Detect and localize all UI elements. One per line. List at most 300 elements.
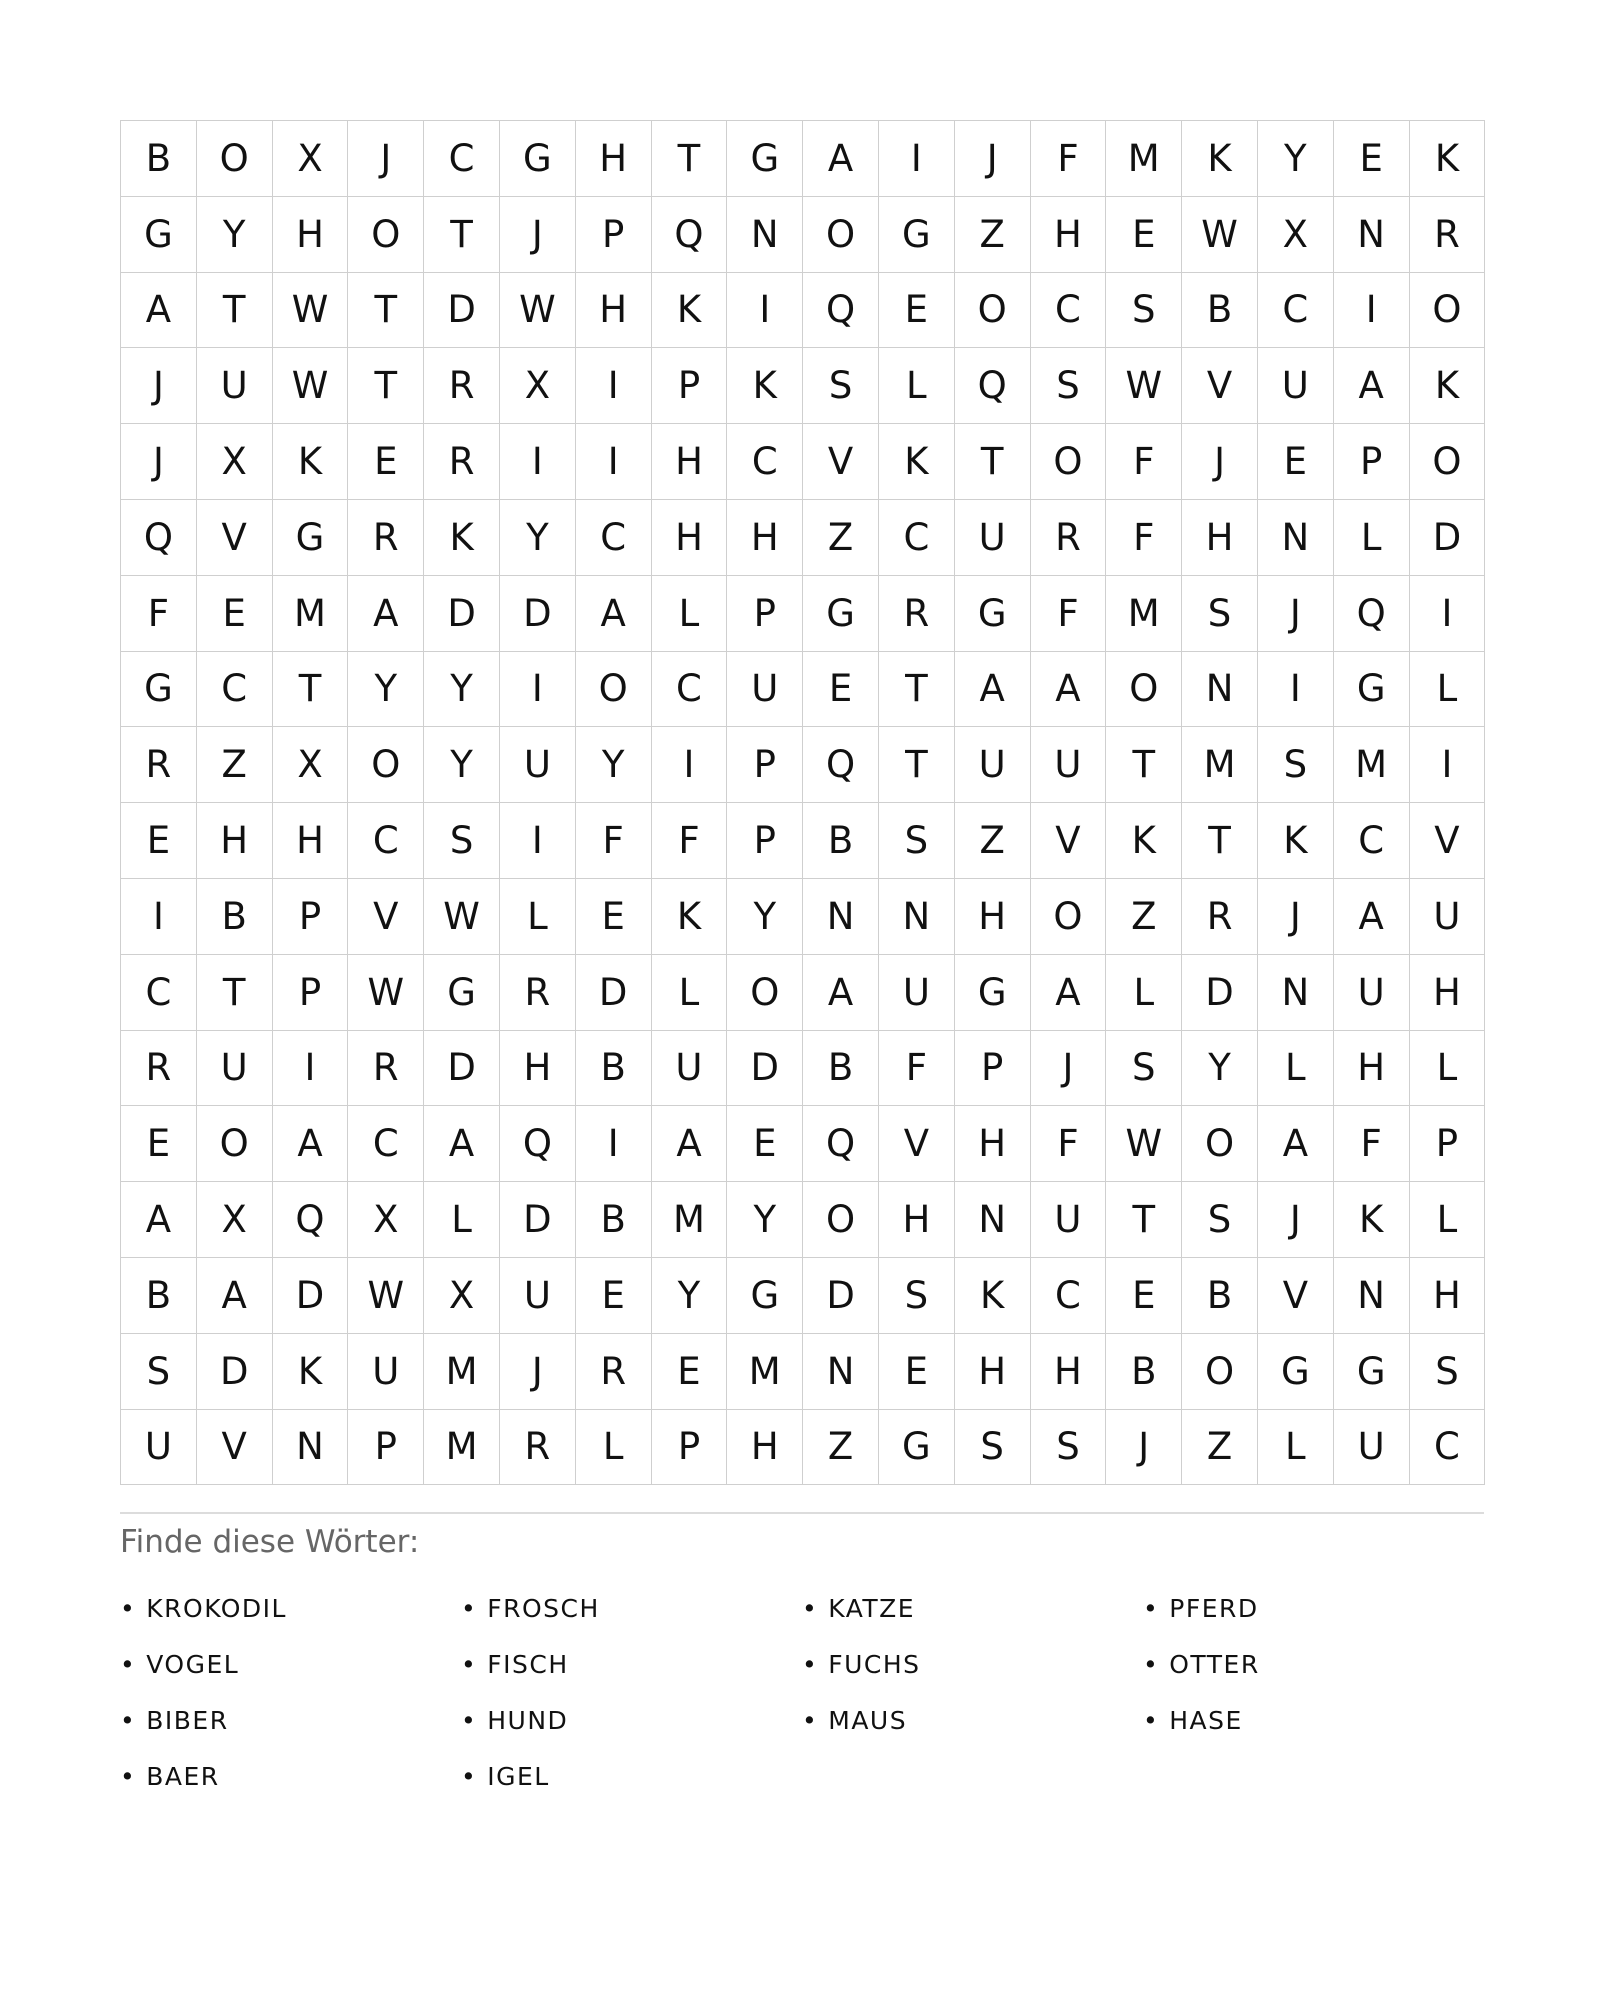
- grid-cell[interactable]: V: [1182, 348, 1258, 424]
- grid-cell[interactable]: I: [576, 1106, 652, 1182]
- grid-cell[interactable]: F: [879, 1031, 955, 1107]
- grid-cell[interactable]: R: [500, 955, 576, 1031]
- grid-cell[interactable]: Q: [273, 1182, 349, 1258]
- grid-cell[interactable]: R: [500, 1410, 576, 1486]
- grid-cell[interactable]: T: [955, 424, 1031, 500]
- grid-cell[interactable]: K: [1258, 803, 1334, 879]
- grid-cell[interactable]: S: [424, 803, 500, 879]
- grid-cell[interactable]: C: [1258, 273, 1334, 349]
- grid-cell[interactable]: K: [273, 1334, 349, 1410]
- grid-cell[interactable]: T: [1182, 803, 1258, 879]
- grid-cell[interactable]: S: [1031, 1410, 1107, 1486]
- grid-cell[interactable]: J: [348, 121, 424, 197]
- grid-cell[interactable]: P: [652, 1410, 728, 1486]
- grid-cell[interactable]: N: [1334, 1258, 1410, 1334]
- grid-cell[interactable]: A: [424, 1106, 500, 1182]
- grid-cell[interactable]: P: [576, 197, 652, 273]
- grid-cell[interactable]: F: [1031, 1106, 1107, 1182]
- grid-cell[interactable]: I: [576, 424, 652, 500]
- grid-cell[interactable]: F: [1106, 424, 1182, 500]
- grid-cell[interactable]: O: [1106, 652, 1182, 728]
- grid-cell[interactable]: H: [273, 803, 349, 879]
- grid-cell[interactable]: A: [576, 576, 652, 652]
- grid-cell[interactable]: R: [424, 348, 500, 424]
- grid-cell[interactable]: J: [955, 121, 1031, 197]
- grid-cell[interactable]: O: [1410, 273, 1486, 349]
- grid-cell[interactable]: K: [424, 500, 500, 576]
- grid-cell[interactable]: C: [197, 652, 273, 728]
- grid-cell[interactable]: K: [652, 273, 728, 349]
- grid-cell[interactable]: A: [1031, 652, 1107, 728]
- grid-cell[interactable]: O: [576, 652, 652, 728]
- grid-cell[interactable]: N: [727, 197, 803, 273]
- grid-cell[interactable]: L: [1410, 1182, 1486, 1258]
- grid-cell[interactable]: M: [424, 1410, 500, 1486]
- grid-cell[interactable]: J: [1182, 424, 1258, 500]
- grid-cell[interactable]: N: [1258, 955, 1334, 1031]
- grid-cell[interactable]: O: [803, 1182, 879, 1258]
- grid-cell[interactable]: D: [424, 273, 500, 349]
- grid-cell[interactable]: V: [1410, 803, 1486, 879]
- grid-cell[interactable]: O: [1182, 1334, 1258, 1410]
- grid-cell[interactable]: F: [1031, 576, 1107, 652]
- grid-cell[interactable]: T: [1106, 1182, 1182, 1258]
- grid-cell[interactable]: E: [1334, 121, 1410, 197]
- grid-cell[interactable]: O: [348, 197, 424, 273]
- grid-cell[interactable]: S: [879, 1258, 955, 1334]
- grid-cell[interactable]: G: [955, 955, 1031, 1031]
- grid-cell[interactable]: S: [1182, 1182, 1258, 1258]
- grid-cell[interactable]: O: [1182, 1106, 1258, 1182]
- grid-cell[interactable]: P: [727, 727, 803, 803]
- grid-cell[interactable]: P: [273, 879, 349, 955]
- grid-cell[interactable]: Q: [803, 1106, 879, 1182]
- grid-cell[interactable]: X: [273, 121, 349, 197]
- grid-cell[interactable]: O: [955, 273, 1031, 349]
- grid-cell[interactable]: B: [1182, 273, 1258, 349]
- grid-cell[interactable]: U: [1258, 348, 1334, 424]
- grid-cell[interactable]: K: [879, 424, 955, 500]
- grid-cell[interactable]: Y: [197, 197, 273, 273]
- grid-cell[interactable]: W: [1106, 1106, 1182, 1182]
- grid-cell[interactable]: O: [1410, 424, 1486, 500]
- grid-cell[interactable]: N: [955, 1182, 1031, 1258]
- grid-cell[interactable]: Z: [803, 500, 879, 576]
- grid-cell[interactable]: Y: [652, 1258, 728, 1334]
- grid-cell[interactable]: W: [1106, 348, 1182, 424]
- grid-cell[interactable]: E: [652, 1334, 728, 1410]
- grid-cell[interactable]: U: [348, 1334, 424, 1410]
- grid-cell[interactable]: G: [1334, 652, 1410, 728]
- grid-cell[interactable]: G: [1334, 1334, 1410, 1410]
- grid-cell[interactable]: M: [1334, 727, 1410, 803]
- grid-cell[interactable]: L: [424, 1182, 500, 1258]
- grid-cell[interactable]: B: [803, 803, 879, 879]
- grid-cell[interactable]: I: [121, 879, 197, 955]
- grid-cell[interactable]: H: [273, 197, 349, 273]
- grid-cell[interactable]: K: [1410, 348, 1486, 424]
- grid-cell[interactable]: U: [197, 348, 273, 424]
- grid-cell[interactable]: D: [500, 1182, 576, 1258]
- grid-cell[interactable]: H: [727, 500, 803, 576]
- grid-cell[interactable]: I: [500, 652, 576, 728]
- grid-cell[interactable]: D: [197, 1334, 273, 1410]
- grid-cell[interactable]: N: [273, 1410, 349, 1486]
- grid-cell[interactable]: R: [121, 727, 197, 803]
- grid-cell[interactable]: V: [1258, 1258, 1334, 1334]
- grid-cell[interactable]: M: [273, 576, 349, 652]
- grid-cell[interactable]: E: [576, 1258, 652, 1334]
- grid-cell[interactable]: K: [955, 1258, 1031, 1334]
- grid-cell[interactable]: U: [1031, 1182, 1107, 1258]
- grid-cell[interactable]: E: [879, 273, 955, 349]
- grid-cell[interactable]: I: [500, 424, 576, 500]
- grid-cell[interactable]: F: [1334, 1106, 1410, 1182]
- grid-cell[interactable]: H: [576, 273, 652, 349]
- grid-cell[interactable]: C: [1334, 803, 1410, 879]
- grid-cell[interactable]: C: [1410, 1410, 1486, 1486]
- grid-cell[interactable]: H: [576, 121, 652, 197]
- grid-cell[interactable]: B: [1106, 1334, 1182, 1410]
- grid-cell[interactable]: X: [1258, 197, 1334, 273]
- grid-cell[interactable]: V: [348, 879, 424, 955]
- grid-cell[interactable]: K: [727, 348, 803, 424]
- grid-cell[interactable]: Q: [955, 348, 1031, 424]
- grid-cell[interactable]: T: [879, 727, 955, 803]
- grid-cell[interactable]: R: [1182, 879, 1258, 955]
- grid-cell[interactable]: M: [1106, 121, 1182, 197]
- grid-cell[interactable]: S: [955, 1410, 1031, 1486]
- grid-cell[interactable]: D: [727, 1031, 803, 1107]
- grid-cell[interactable]: J: [1258, 879, 1334, 955]
- grid-cell[interactable]: H: [652, 424, 728, 500]
- grid-cell[interactable]: S: [879, 803, 955, 879]
- grid-cell[interactable]: I: [500, 803, 576, 879]
- grid-cell[interactable]: D: [500, 576, 576, 652]
- grid-cell[interactable]: H: [1031, 197, 1107, 273]
- grid-cell[interactable]: P: [727, 803, 803, 879]
- grid-cell[interactable]: G: [424, 955, 500, 1031]
- grid-cell[interactable]: J: [500, 1334, 576, 1410]
- grid-cell[interactable]: I: [273, 1031, 349, 1107]
- grid-cell[interactable]: C: [727, 424, 803, 500]
- grid-cell[interactable]: I: [652, 727, 728, 803]
- grid-cell[interactable]: R: [879, 576, 955, 652]
- grid-cell[interactable]: Y: [1182, 1031, 1258, 1107]
- grid-cell[interactable]: E: [1106, 1258, 1182, 1334]
- grid-cell[interactable]: T: [197, 955, 273, 1031]
- grid-cell[interactable]: F: [652, 803, 728, 879]
- grid-cell[interactable]: A: [121, 1182, 197, 1258]
- grid-cell[interactable]: S: [1182, 576, 1258, 652]
- grid-cell[interactable]: L: [652, 955, 728, 1031]
- grid-cell[interactable]: E: [121, 1106, 197, 1182]
- grid-cell[interactable]: X: [197, 1182, 273, 1258]
- grid-cell[interactable]: G: [1258, 1334, 1334, 1410]
- grid-cell[interactable]: Y: [424, 652, 500, 728]
- grid-cell[interactable]: X: [348, 1182, 424, 1258]
- grid-cell[interactable]: Y: [576, 727, 652, 803]
- grid-cell[interactable]: N: [803, 879, 879, 955]
- grid-cell[interactable]: D: [576, 955, 652, 1031]
- grid-cell[interactable]: P: [1410, 1106, 1486, 1182]
- grid-cell[interactable]: Z: [955, 197, 1031, 273]
- grid-cell[interactable]: P: [652, 348, 728, 424]
- grid-cell[interactable]: A: [1334, 348, 1410, 424]
- grid-cell[interactable]: V: [197, 1410, 273, 1486]
- grid-cell[interactable]: Q: [652, 197, 728, 273]
- grid-cell[interactable]: C: [879, 500, 955, 576]
- grid-cell[interactable]: U: [500, 1258, 576, 1334]
- grid-cell[interactable]: L: [1410, 1031, 1486, 1107]
- grid-cell[interactable]: D: [1182, 955, 1258, 1031]
- grid-cell[interactable]: S: [1031, 348, 1107, 424]
- grid-cell[interactable]: X: [273, 727, 349, 803]
- grid-cell[interactable]: V: [803, 424, 879, 500]
- grid-cell[interactable]: U: [727, 652, 803, 728]
- grid-cell[interactable]: M: [652, 1182, 728, 1258]
- grid-cell[interactable]: A: [955, 652, 1031, 728]
- grid-cell[interactable]: D: [424, 1031, 500, 1107]
- grid-cell[interactable]: H: [1410, 955, 1486, 1031]
- grid-cell[interactable]: B: [1182, 1258, 1258, 1334]
- grid-cell[interactable]: O: [1031, 879, 1107, 955]
- grid-cell[interactable]: T: [197, 273, 273, 349]
- grid-cell[interactable]: V: [197, 500, 273, 576]
- grid-cell[interactable]: L: [1334, 500, 1410, 576]
- grid-cell[interactable]: T: [424, 197, 500, 273]
- grid-cell[interactable]: Z: [803, 1410, 879, 1486]
- grid-cell[interactable]: Y: [424, 727, 500, 803]
- grid-cell[interactable]: H: [727, 1410, 803, 1486]
- grid-cell[interactable]: N: [879, 879, 955, 955]
- grid-cell[interactable]: U: [879, 955, 955, 1031]
- grid-cell[interactable]: G: [273, 500, 349, 576]
- grid-cell[interactable]: W: [348, 955, 424, 1031]
- grid-cell[interactable]: U: [652, 1031, 728, 1107]
- grid-cell[interactable]: U: [197, 1031, 273, 1107]
- grid-cell[interactable]: R: [121, 1031, 197, 1107]
- grid-cell[interactable]: L: [1106, 955, 1182, 1031]
- grid-cell[interactable]: G: [727, 1258, 803, 1334]
- grid-cell[interactable]: Z: [1182, 1410, 1258, 1486]
- grid-cell[interactable]: A: [348, 576, 424, 652]
- grid-cell[interactable]: S: [1410, 1334, 1486, 1410]
- grid-cell[interactable]: H: [1334, 1031, 1410, 1107]
- grid-cell[interactable]: O: [197, 1106, 273, 1182]
- grid-cell[interactable]: P: [955, 1031, 1031, 1107]
- grid-cell[interactable]: R: [1031, 500, 1107, 576]
- grid-cell[interactable]: A: [121, 273, 197, 349]
- grid-cell[interactable]: S: [803, 348, 879, 424]
- grid-cell[interactable]: Z: [1106, 879, 1182, 955]
- grid-cell[interactable]: A: [652, 1106, 728, 1182]
- grid-cell[interactable]: W: [500, 273, 576, 349]
- grid-cell[interactable]: K: [1334, 1182, 1410, 1258]
- grid-cell[interactable]: J: [121, 424, 197, 500]
- grid-cell[interactable]: C: [424, 121, 500, 197]
- grid-cell[interactable]: G: [727, 121, 803, 197]
- grid-cell[interactable]: T: [652, 121, 728, 197]
- grid-cell[interactable]: N: [1258, 500, 1334, 576]
- grid-cell[interactable]: I: [727, 273, 803, 349]
- grid-cell[interactable]: W: [424, 879, 500, 955]
- grid-cell[interactable]: L: [500, 879, 576, 955]
- grid-cell[interactable]: Y: [500, 500, 576, 576]
- grid-cell[interactable]: W: [273, 348, 349, 424]
- grid-cell[interactable]: Y: [1258, 121, 1334, 197]
- grid-cell[interactable]: U: [121, 1410, 197, 1486]
- grid-cell[interactable]: C: [348, 803, 424, 879]
- grid-cell[interactable]: T: [879, 652, 955, 728]
- grid-cell[interactable]: I: [1410, 576, 1486, 652]
- grid-cell[interactable]: V: [879, 1106, 955, 1182]
- grid-cell[interactable]: G: [500, 121, 576, 197]
- grid-cell[interactable]: P: [727, 576, 803, 652]
- grid-cell[interactable]: S: [1106, 1031, 1182, 1107]
- grid-cell[interactable]: N: [803, 1334, 879, 1410]
- grid-cell[interactable]: E: [576, 879, 652, 955]
- grid-cell[interactable]: X: [197, 424, 273, 500]
- grid-cell[interactable]: U: [955, 500, 1031, 576]
- grid-cell[interactable]: Y: [727, 879, 803, 955]
- grid-cell[interactable]: G: [121, 652, 197, 728]
- grid-cell[interactable]: G: [955, 576, 1031, 652]
- grid-cell[interactable]: T: [348, 273, 424, 349]
- grid-cell[interactable]: H: [1031, 1334, 1107, 1410]
- grid-cell[interactable]: A: [1031, 955, 1107, 1031]
- grid-cell[interactable]: T: [273, 652, 349, 728]
- grid-cell[interactable]: D: [803, 1258, 879, 1334]
- grid-cell[interactable]: T: [1106, 727, 1182, 803]
- grid-cell[interactable]: H: [652, 500, 728, 576]
- grid-cell[interactable]: U: [500, 727, 576, 803]
- grid-cell[interactable]: J: [500, 197, 576, 273]
- grid-cell[interactable]: A: [803, 955, 879, 1031]
- grid-cell[interactable]: I: [1334, 273, 1410, 349]
- grid-cell[interactable]: O: [1031, 424, 1107, 500]
- grid-cell[interactable]: W: [348, 1258, 424, 1334]
- grid-cell[interactable]: J: [121, 348, 197, 424]
- grid-cell[interactable]: F: [1031, 121, 1107, 197]
- grid-cell[interactable]: R: [424, 424, 500, 500]
- grid-cell[interactable]: O: [727, 955, 803, 1031]
- grid-cell[interactable]: Y: [348, 652, 424, 728]
- grid-cell[interactable]: A: [1334, 879, 1410, 955]
- grid-cell[interactable]: R: [1410, 197, 1486, 273]
- grid-cell[interactable]: B: [121, 1258, 197, 1334]
- grid-cell[interactable]: U: [955, 727, 1031, 803]
- grid-cell[interactable]: H: [955, 879, 1031, 955]
- grid-cell[interactable]: C: [121, 955, 197, 1031]
- grid-cell[interactable]: O: [803, 197, 879, 273]
- grid-cell[interactable]: H: [1182, 500, 1258, 576]
- grid-cell[interactable]: L: [1258, 1410, 1334, 1486]
- grid-cell[interactable]: L: [652, 576, 728, 652]
- grid-cell[interactable]: G: [879, 1410, 955, 1486]
- grid-cell[interactable]: A: [803, 121, 879, 197]
- grid-cell[interactable]: I: [879, 121, 955, 197]
- grid-cell[interactable]: N: [1182, 652, 1258, 728]
- grid-cell[interactable]: P: [348, 1410, 424, 1486]
- grid-cell[interactable]: I: [1258, 652, 1334, 728]
- grid-cell[interactable]: H: [500, 1031, 576, 1107]
- grid-cell[interactable]: B: [121, 121, 197, 197]
- grid-cell[interactable]: A: [273, 1106, 349, 1182]
- grid-cell[interactable]: R: [348, 1031, 424, 1107]
- grid-cell[interactable]: K: [273, 424, 349, 500]
- grid-cell[interactable]: C: [1031, 1258, 1107, 1334]
- grid-cell[interactable]: O: [197, 121, 273, 197]
- grid-cell[interactable]: C: [348, 1106, 424, 1182]
- grid-cell[interactable]: D: [1410, 500, 1486, 576]
- grid-cell[interactable]: M: [1106, 576, 1182, 652]
- grid-cell[interactable]: F: [576, 803, 652, 879]
- grid-cell[interactable]: U: [1410, 879, 1486, 955]
- grid-cell[interactable]: Z: [197, 727, 273, 803]
- grid-cell[interactable]: Y: [727, 1182, 803, 1258]
- grid-cell[interactable]: L: [879, 348, 955, 424]
- grid-cell[interactable]: S: [1258, 727, 1334, 803]
- grid-cell[interactable]: H: [955, 1334, 1031, 1410]
- grid-cell[interactable]: R: [348, 500, 424, 576]
- grid-cell[interactable]: D: [273, 1258, 349, 1334]
- grid-cell[interactable]: C: [652, 652, 728, 728]
- grid-cell[interactable]: I: [576, 348, 652, 424]
- grid-cell[interactable]: Z: [955, 803, 1031, 879]
- grid-cell[interactable]: L: [576, 1410, 652, 1486]
- grid-cell[interactable]: V: [1031, 803, 1107, 879]
- grid-cell[interactable]: X: [500, 348, 576, 424]
- grid-cell[interactable]: Q: [803, 273, 879, 349]
- grid-cell[interactable]: Q: [1334, 576, 1410, 652]
- grid-cell[interactable]: G: [121, 197, 197, 273]
- grid-cell[interactable]: L: [1410, 652, 1486, 728]
- grid-cell[interactable]: O: [348, 727, 424, 803]
- grid-cell[interactable]: B: [576, 1182, 652, 1258]
- grid-cell[interactable]: H: [879, 1182, 955, 1258]
- grid-cell[interactable]: G: [879, 197, 955, 273]
- grid-cell[interactable]: U: [1334, 1410, 1410, 1486]
- grid-cell[interactable]: C: [1031, 273, 1107, 349]
- grid-cell[interactable]: G: [803, 576, 879, 652]
- grid-cell[interactable]: U: [1334, 955, 1410, 1031]
- grid-cell[interactable]: L: [1258, 1031, 1334, 1107]
- grid-cell[interactable]: U: [1031, 727, 1107, 803]
- grid-cell[interactable]: P: [273, 955, 349, 1031]
- grid-cell[interactable]: M: [1182, 727, 1258, 803]
- grid-cell[interactable]: J: [1258, 1182, 1334, 1258]
- grid-cell[interactable]: K: [652, 879, 728, 955]
- grid-cell[interactable]: J: [1258, 576, 1334, 652]
- grid-cell[interactable]: H: [197, 803, 273, 879]
- grid-cell[interactable]: B: [576, 1031, 652, 1107]
- grid-cell[interactable]: H: [955, 1106, 1031, 1182]
- grid-cell[interactable]: E: [121, 803, 197, 879]
- grid-cell[interactable]: X: [424, 1258, 500, 1334]
- grid-cell[interactable]: Q: [121, 500, 197, 576]
- grid-cell[interactable]: Q: [803, 727, 879, 803]
- grid-cell[interactable]: R: [576, 1334, 652, 1410]
- grid-cell[interactable]: W: [273, 273, 349, 349]
- grid-cell[interactable]: I: [1410, 727, 1486, 803]
- grid-cell[interactable]: S: [1106, 273, 1182, 349]
- grid-cell[interactable]: F: [121, 576, 197, 652]
- grid-cell[interactable]: E: [879, 1334, 955, 1410]
- grid-cell[interactable]: C: [576, 500, 652, 576]
- grid-cell[interactable]: B: [803, 1031, 879, 1107]
- grid-cell[interactable]: K: [1410, 121, 1486, 197]
